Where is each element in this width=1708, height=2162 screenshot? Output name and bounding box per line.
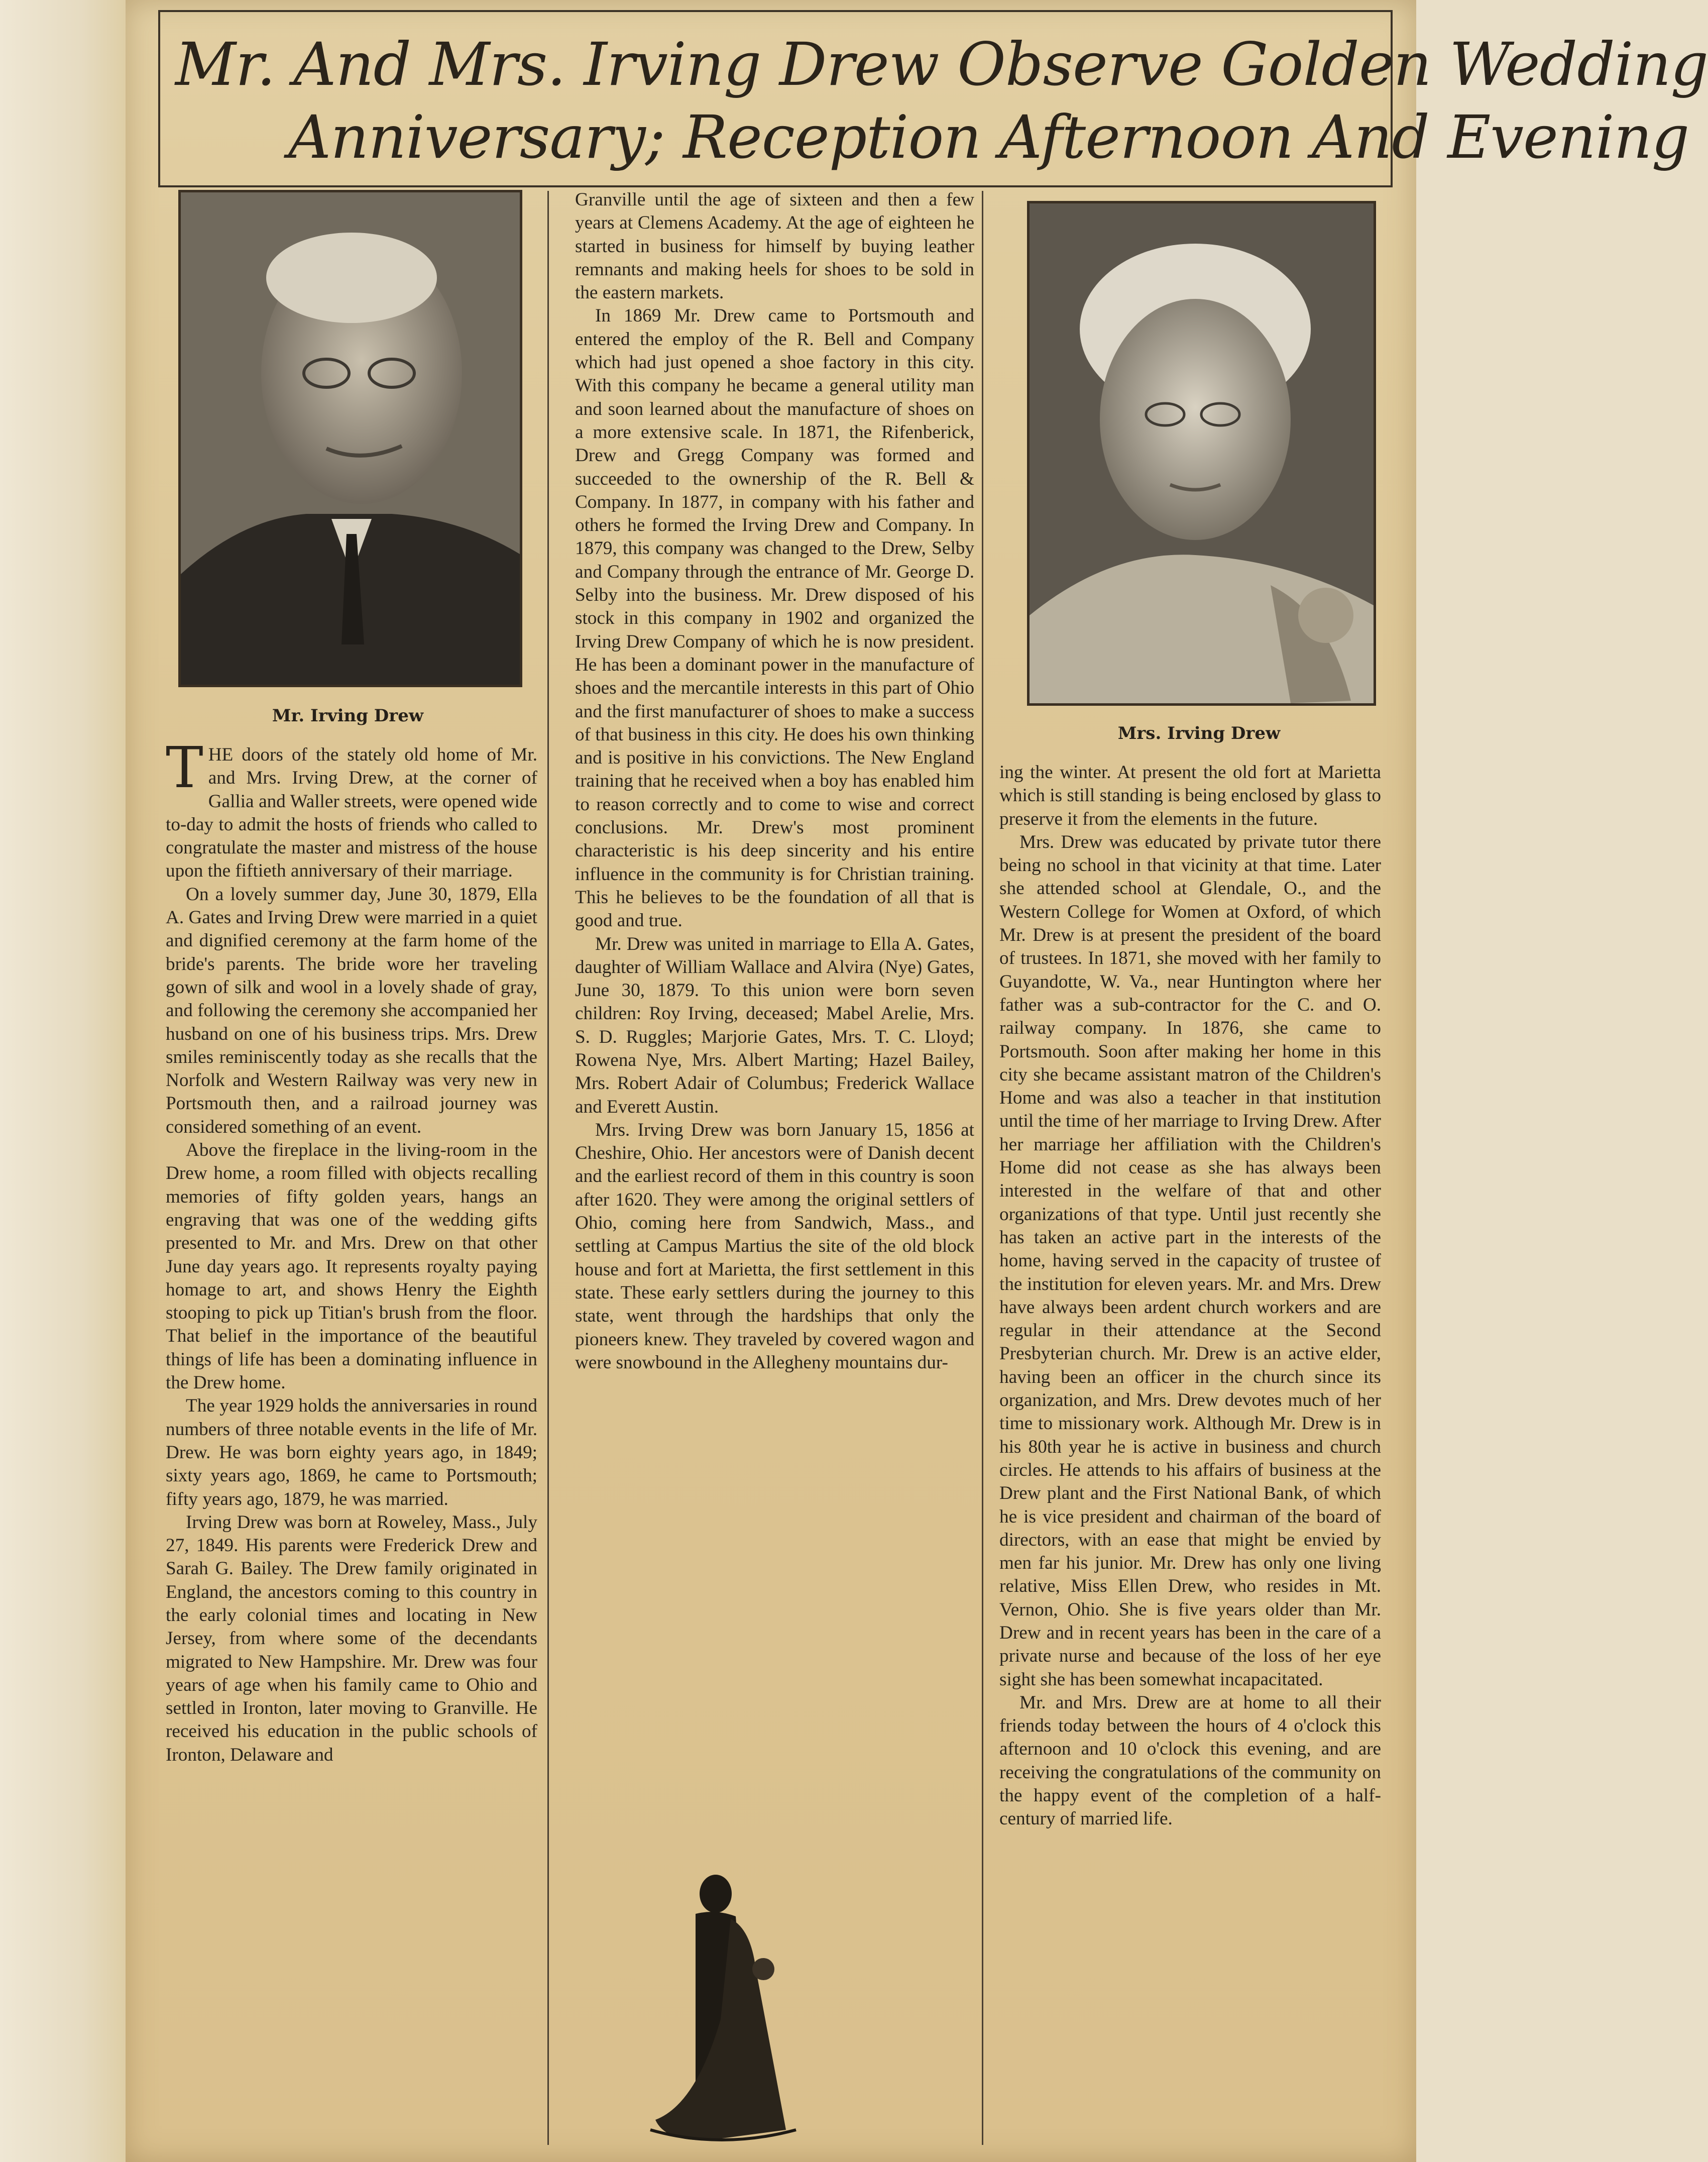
article-column-1 [166,735,537,2145]
col2-paragraph-4: Mrs. Irving Drew was born January 15, 1856 at Cheshire, Ohio. Her ancestors were of Danish decent and the earliest record of them in this country is soon after 1620. They were among the original settlers of Ohio, coming here from Sandwich, Mass., and settling at Campus Martius the site of the old block house and fort at Marietta, the first settlement in this state. These early settlers during the journey to this state, went through the hardships that only the pioneers knew. They traveled by covered wagon and were snowbound in the Allegheny mountains dur- [575,1119,974,1373]
portrait-mr-drew-image [181,192,520,685]
col1-paragraph-4: The year 1929 holds the anniversaries in round numbers of three notable events in the life of Mr. Drew. He was born eighty years ago, in 1849; sixty years ago, 1869, he came to Portsmouth; fifty years ago, 1879, he was married. [166,1395,537,1509]
col3-paragraph-1: ing the winter. At present the old fort at Marietta which is still standing is being enclosed by glass to preserve it from the elements in the future. [999,762,1381,829]
col3-paragraph-3: Mr. and Mrs. Drew are at home to all their friends today between the hours of 4 o'clock this afternoon and 10 o'clock this evening, and are receiving the congratulations of the community on the happy event of the completion of a half-century of married life. [999,1692,1381,1829]
wedding-couple-silhouette [635,1869,806,2150]
col1-paragraph-2: On a lovely summer day, June 30, 1879, Ella A. Gates and Irving Drew were married in a quiet and dignified ceremony at the farm home of the bride's parents. The bride wore her traveling gown of silk and wool in a lovely shade of gray, and following the ceremony she accompanied her husband on one of his business trips. Mrs. Drew smiles reminiscently today as she recalls that the Norfolk and Western Railway was very new in Portsmouth then, and a railroad journey was considered something of an event. [166,884,537,1137]
caption-mr-drew: Mr. Irving Drew [272,706,424,726]
col1-paragraph-3: Above the fireplace in the living-room in the Drew home, a room filled with objects recalling memories of fifty golden years, hangs an engraving that was one of the wedding gifts presented to Mr. and Mrs. Drew on that other June day years ago. It represents royalty paying homage to art, and shows Henry the Eighth stooping to pick up Titian's brush from the floor. That belief in the importance of the beautiful things of life has been a dominating influence in the Drew home. [166,1140,537,1393]
torn-scrap-edge [0,0,136,2162]
col1-paragraph-1: THE doors of the stately old home of Mr. and Mrs. Irving Drew, at the corner of Gallia and Waller streets, were opened wide to-day to admit the hosts of friends who called to congratulate the master and mistress of the house upon the fiftieth anniversary of their marriage. [166,735,537,882]
drop-cap: T [166,735,203,801]
headline-line-1: Mr. And Mrs. Irving Drew Observe Golden Wedding [175,30,1708,99]
article-column-2 [575,188,974,1856]
col3-paragraph-2: Mrs. Drew was educated by private tutor there being no school in that vicinity at that time. Later she attended school at Glendale, O., and the Western College for Women at Oxford, of which Mr. Drew is at present the president of the board of trustees. In 1871, she moved with her family to Guyandotte, W. Va., near Huntington where her father was a sub-contractor for the C. and O. railway company. In 1876, she came to Portsmouth. Soon after making her home in this city she became assistant matron of the Children's Home and was also a teacher in that institution until the time of her marriage to Irving Drew. After her marriage her affiliation with the Children's Home did not cease as she has always been interested in the welfare of that and other organizations of that type. Until just recently she has taken an active part in the interests of the home, having served in the capacity of trustee of the institution for eleven years. Mr. and Mrs. Drew have always been ardent church workers and are regular in their attendance at the Second Presbyterian church. Mr. Drew is an active elder, having been an officer in the church since its organization, and Mrs. Drew devotes much of her time to missionary work. Although Mr. Drew is in his 80th year he is active in business and church circles. He attends to his affairs of business at the Drew plant and the First National Bank, of which he is vice president and chairman of the board of directors, with an ease that might be envied by men far his junior. Mr. Drew has only one living relative, Miss Ellen Drew, who resides in Mt. Vernon, Ohio. She is five years older than Mr. Drew and in recent years has been in the care of a private nurse and because of the loss of her eye sight she has been somewhat incapacitated. [999,831,1381,1690]
portrait-mr-drew [178,190,522,687]
article-column-3 [999,761,1381,2147]
col2-paragraph-3: Mr. Drew was united in marriage to Ella A. Gates, daughter of William Wallace and Alvira (Nye) Gates, June 30, 1879. To this union were born seven children: Roy Irving, deceased; Mabel Arelie, Mrs. S. D. Ruggles; Marjorie Gates, Mrs. T. C. Lloyd; Rowena Nye, Mrs. Albert Marting; Hazel Bailey, Mrs. Robert Adair of Columbus; Frederick Wallace and Everett Austin. [575,933,974,1117]
col1-paragraph-5: Irving Drew was born at Roweley, Mass., July 27, 1849. His parents were Frederick Drew and Sarah G. Bailey. The Drew family originated in England, the ancestors coming to this country in the early colonial times and locating in New Jersey, from where some of the decendants migrated to New Hampshire. Mr. Drew was four years of age when his family came to Ohio and settled in Ironton, later moving to Granville. He received his education in the public schools of Ironton, Delaware and [166,1511,537,1765]
column-rule-left [547,191,549,2145]
headline-box [158,10,1708,187]
headline-line-2: Anniversary; Reception Afternoon And Evening [288,102,1689,172]
col2-paragraph-2: In 1869 Mr. Drew came to Portsmouth and entered the employ of the R. Bell and Company which had just opened a shoe factory in this city. With this company he became a general utility man and soon learned about the manufacture of shoes on a more extensive scale. In 1871, the Rifenberick, Drew and Gregg Company was formed and succeeded to the ownership of the R. Bell & Company. In 1877, in company with his father and others he formed the Irving Drew and Company. In 1879, this company was changed to the Drew, Selby and Company through the entrance of Mr. George D. Selby into the business. Mr. Drew disposed of his stock in this company in 1902 and organized the Irving Drew Company of which he is now president. He has been a dominant power in the manufacture of shoes and the mercantile interests in this part of Ohio and the first manufacturer of shoes to make a success of that business in this city. He does his own thinking and is positive in his convictions. The New England training that he received when a boy has enabled him to reason correctly and to come to wise and correct conclusions. Mr. Drew's most prominent characteristic is his deep sincerity and his entire influence in the community is for Christian training. This he believes to be the foundation of all that is good and true. [575,305,974,931]
column-rule-right [982,191,983,2145]
caption-mrs-drew: Mrs. Irving Drew [1117,723,1281,743]
col2-paragraph-1: Granville until the age of sixteen and then a few years at Clemens Academy. At the age of eighteen he started in business for himself by buying leather remnants and making heels for shoes to be sold in the eastern markets. [575,189,974,303]
portrait-mrs-drew-image [1030,203,1374,703]
portrait-mrs-drew [1027,201,1376,706]
